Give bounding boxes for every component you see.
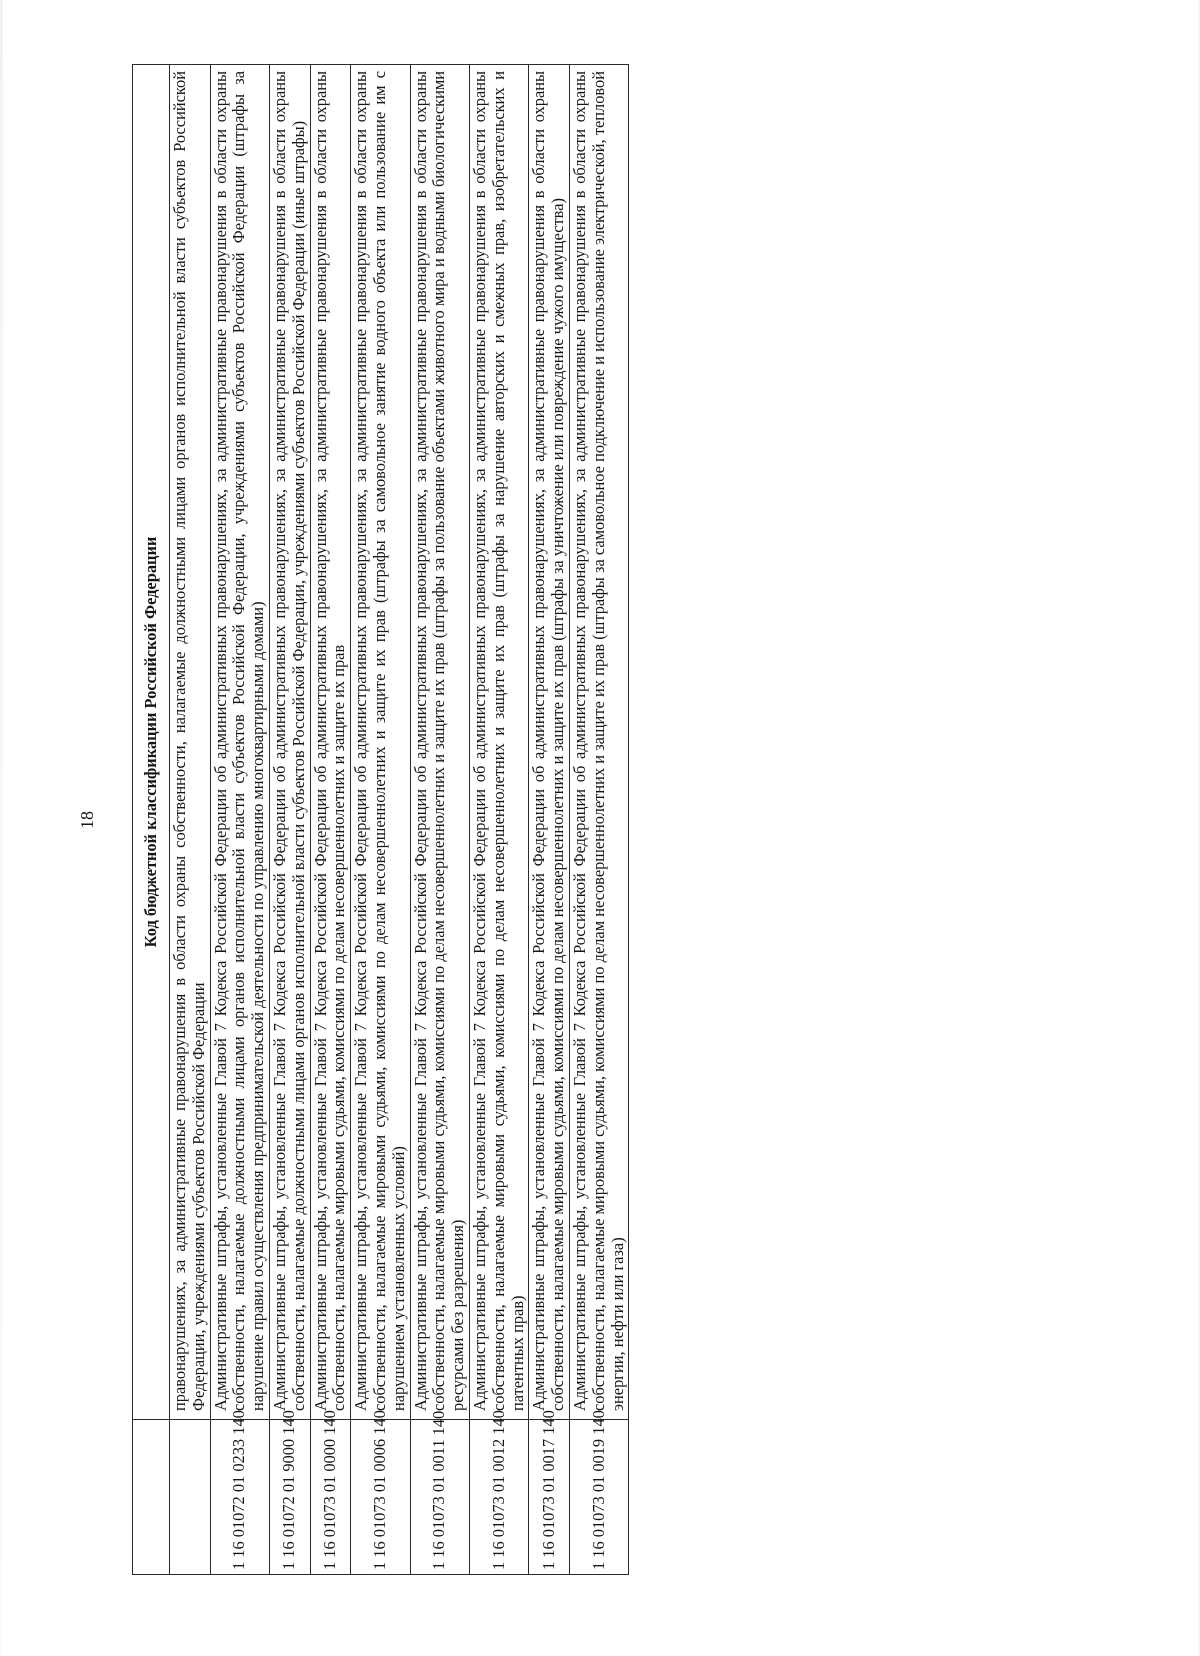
row-code: 1 16 01073 01 0006 140 (351, 1420, 410, 1575)
row-description: Административные штрафы, установленные Главой 7 Кодекса Российской Федерации об административных правонарушениях, за административные правонарушения в области охраны собственности, налагаемые мировыми судьями, комиссиями по делам несовершеннолетних и защите их прав (штрафы за уничтожение или повреждение чужого имущества) (529, 65, 570, 1420)
table-row (170, 65, 211, 1575)
table-header-code (133, 1420, 170, 1575)
row-description: Административные штрафы, установленные Главой 7 Кодекса Российской Федерации об административных правонарушениях, за административные правонарушения в области охраны собственности, налагаемые мировыми судьями, комиссиями по делам несовершеннолетних и защите их прав (штрафы за самовольное занятие водного объекта или пользование им с нарушением установленных условий) (351, 65, 410, 1420)
budget-classification-table (132, 64, 629, 1575)
table-header-row (133, 65, 170, 1575)
row-description: Административные штрафы, установленные Главой 7 Кодекса Российской Федерации об административных правонарушениях, за административные правонарушения в области охраны собственности, налагаемые мировыми судьями, комиссиями по делам несовершеннолетних и защите их прав (штрафы за самовольное подключение и использование электрической, тепловой энергии, нефти или газа) (569, 65, 628, 1420)
table-row (410, 65, 469, 1575)
scan-edge-left (0, 0, 3, 1656)
row-description: Административные штрафы, установленные Главой 7 Кодекса Российской Федерации об административных правонарушениях, за административные правонарушения в области охраны собственности, налагаемые мировыми судьями, комиссиями по делам несовершеннолетних и защите их прав (штрафы за пользование объектами животного мира и водными биологическими ресурсами без разрешения) (410, 65, 469, 1420)
table-row (351, 65, 410, 1575)
row-code: 1 16 01073 01 0011 140 (410, 1420, 469, 1575)
row-description: Административные штрафы, установленные Главой 7 Кодекса Российской Федерации об административных правонарушениях, за административные правонарушения в области охраны собственности, налагаемые должностными лицами органов исполнительной власти субъектов Российской Федерации, учреждениями субъектов Российской Федерации (штрафы за нарушение правил осуществления предпринимательской деятельности по управлению многоквартирными домами) (210, 65, 269, 1420)
page-number: 18 (77, 811, 97, 829)
row-code: 1 16 01072 01 0233 140 (210, 1420, 269, 1575)
table-row (269, 65, 310, 1575)
table-row (210, 65, 269, 1575)
row-code: 1 16 01073 01 0012 140 (469, 1420, 528, 1575)
row-code: 1 16 01072 01 9000 140 (269, 1420, 310, 1575)
row-code: 1 16 01073 01 0019 140 (569, 1420, 628, 1575)
row-description: Административные штрафы, установленные Главой 7 Кодекса Российской Федерации об административных правонарушениях, за административные правонарушения в области охраны собственности, налагаемые мировыми судьями, комиссиями по делам несовершеннолетних и защите их прав (штрафы за нарушение авторских и смежных прав, изобретательских и патентных прав) (469, 65, 528, 1420)
table-row (310, 65, 351, 1575)
table-row (529, 65, 570, 1575)
row-code (170, 1420, 211, 1575)
row-description: правонарушениях, за административные правонарушения в области охраны собственности, налагаемые должностными лицами органов исполнительной власти субъектов Российской Федерации, учреждениями субъектов Российской Федерации (170, 65, 211, 1420)
rotated-page (77, 65, 1132, 1575)
table-row (569, 65, 628, 1575)
row-description: Административные штрафы, установленные Главой 7 Кодекса Российской Федерации об административных правонарушениях, за административные правонарушения в области охраны собственности, налагаемые должностными лицами органов исполнительной власти субъектов Российской Федерации, учреждениями субъектов Российской Федерации (иные штрафы) (269, 65, 310, 1420)
row-code: 1 16 01073 01 0017 140 (529, 1420, 570, 1575)
table-row (469, 65, 528, 1575)
row-code: 1 16 01073 01 0000 140 (310, 1420, 351, 1575)
row-description: Административные штрафы, установленные Главой 7 Кодекса Российской Федерации об административных правонарушениях, за административные правонарушения в области охраны собственности, налагаемые мировыми судьями, комиссиями по делам несовершеннолетних и защите их прав (310, 65, 351, 1420)
table-header-title: Код бюджетной классификации Российской Федерации (133, 65, 170, 1420)
